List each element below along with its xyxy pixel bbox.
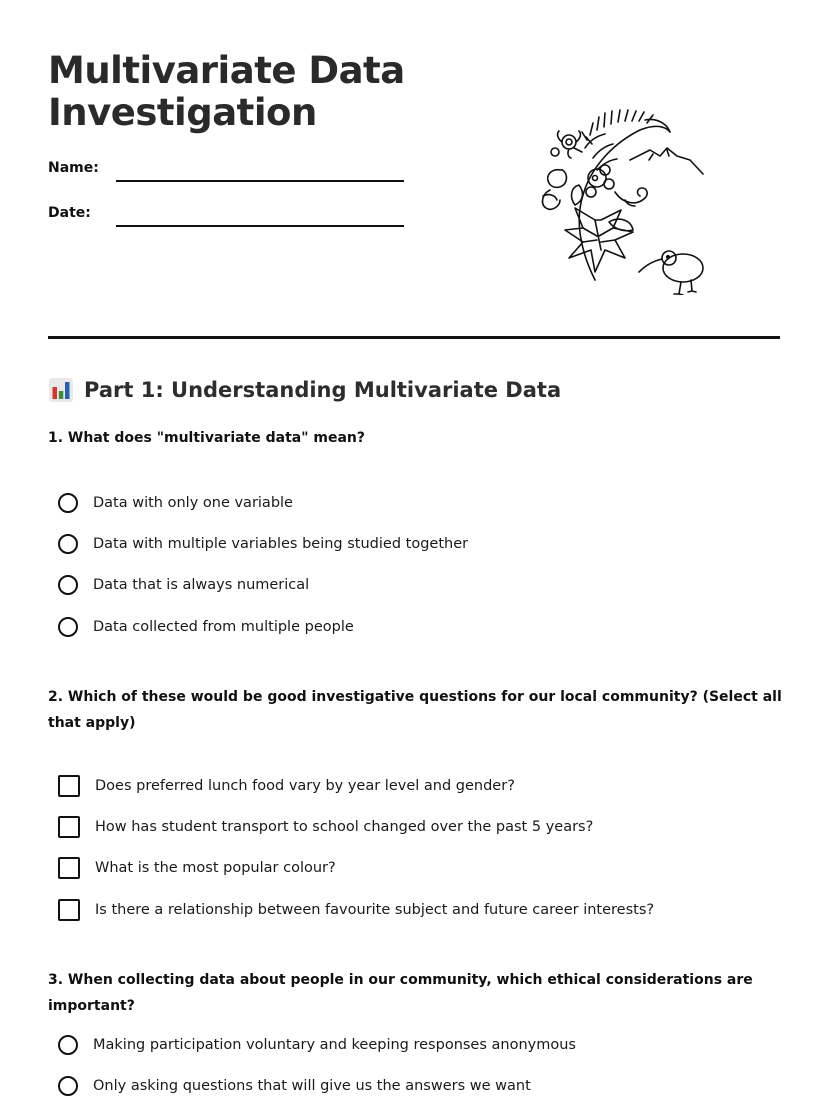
radio-button[interactable]: [58, 1076, 78, 1096]
checkbox[interactable]: [58, 775, 80, 797]
page-title: Multivariate Data Investigation: [48, 49, 405, 134]
fern-flower-mountain-kiwi-illustration: [535, 100, 710, 295]
part1-heading: [48, 374, 561, 406]
q1-option-label: Data collected from multiple people: [93, 618, 354, 635]
radio-button[interactable]: [58, 493, 78, 513]
checkbox[interactable]: [58, 857, 80, 879]
q2-option[interactable]: [58, 848, 654, 889]
name-answer-line[interactable]: [116, 180, 404, 182]
date-label: Date:: [48, 205, 91, 221]
q2-option-label: Does preferred lunch food vary by year level and gender?: [95, 777, 515, 794]
q2-option-label: How has student transport to school changed over the past 5 years?: [95, 819, 594, 836]
q3-option[interactable]: [58, 1024, 576, 1065]
q3-option-label: Making participation voluntary and keeping responses anonymous: [93, 1036, 576, 1053]
q3-option-label: Only asking questions that will give us the answers we want: [93, 1078, 531, 1095]
q2-option[interactable]: [58, 806, 654, 847]
q2-option-label: What is the most popular colour?: [95, 860, 336, 877]
q1-option-label: Data with only one variable: [93, 494, 293, 511]
q1-option[interactable]: [58, 565, 468, 606]
radio-button[interactable]: [58, 1035, 78, 1055]
q2-option[interactable]: [58, 889, 654, 930]
bar-chart-icon: [48, 377, 74, 403]
q1-option[interactable]: [58, 523, 468, 564]
checkbox[interactable]: [58, 899, 80, 921]
q1-option-label: Data that is always numerical: [93, 577, 310, 594]
date-field[interactable]: [48, 205, 408, 235]
q1-option[interactable]: [58, 482, 468, 523]
radio-button[interactable]: [58, 575, 78, 595]
question-1-options: [58, 482, 468, 648]
q2-option-label: Is there a relationship between favourite subject and future career interests?: [95, 901, 655, 918]
radio-button[interactable]: [58, 534, 78, 554]
checkbox[interactable]: [58, 816, 80, 838]
name-field[interactable]: [48, 160, 408, 190]
section-divider: [48, 336, 780, 339]
question-3: 3. When collecting data about people in our community, which ethical considerations are important?: [48, 972, 753, 1014]
q2-option[interactable]: [58, 765, 654, 806]
question-3-options: [58, 1024, 576, 1107]
radio-button[interactable]: [58, 617, 78, 637]
question-1: 1. What does "multivariate data" mean?: [48, 430, 366, 446]
date-answer-line[interactable]: [116, 225, 404, 227]
q1-option-label: Data with multiple variables being studied together: [93, 536, 469, 553]
q1-option[interactable]: [58, 606, 468, 647]
q3-option[interactable]: [58, 1065, 576, 1106]
question-2: 2. Which of these would be good investigative questions for our local community? (Select all that apply): [48, 689, 782, 731]
part1-heading-text: Part 1: Understanding Multivariate Data: [84, 378, 562, 402]
name-label: Name:: [48, 160, 99, 176]
question-2-options: [58, 765, 654, 931]
